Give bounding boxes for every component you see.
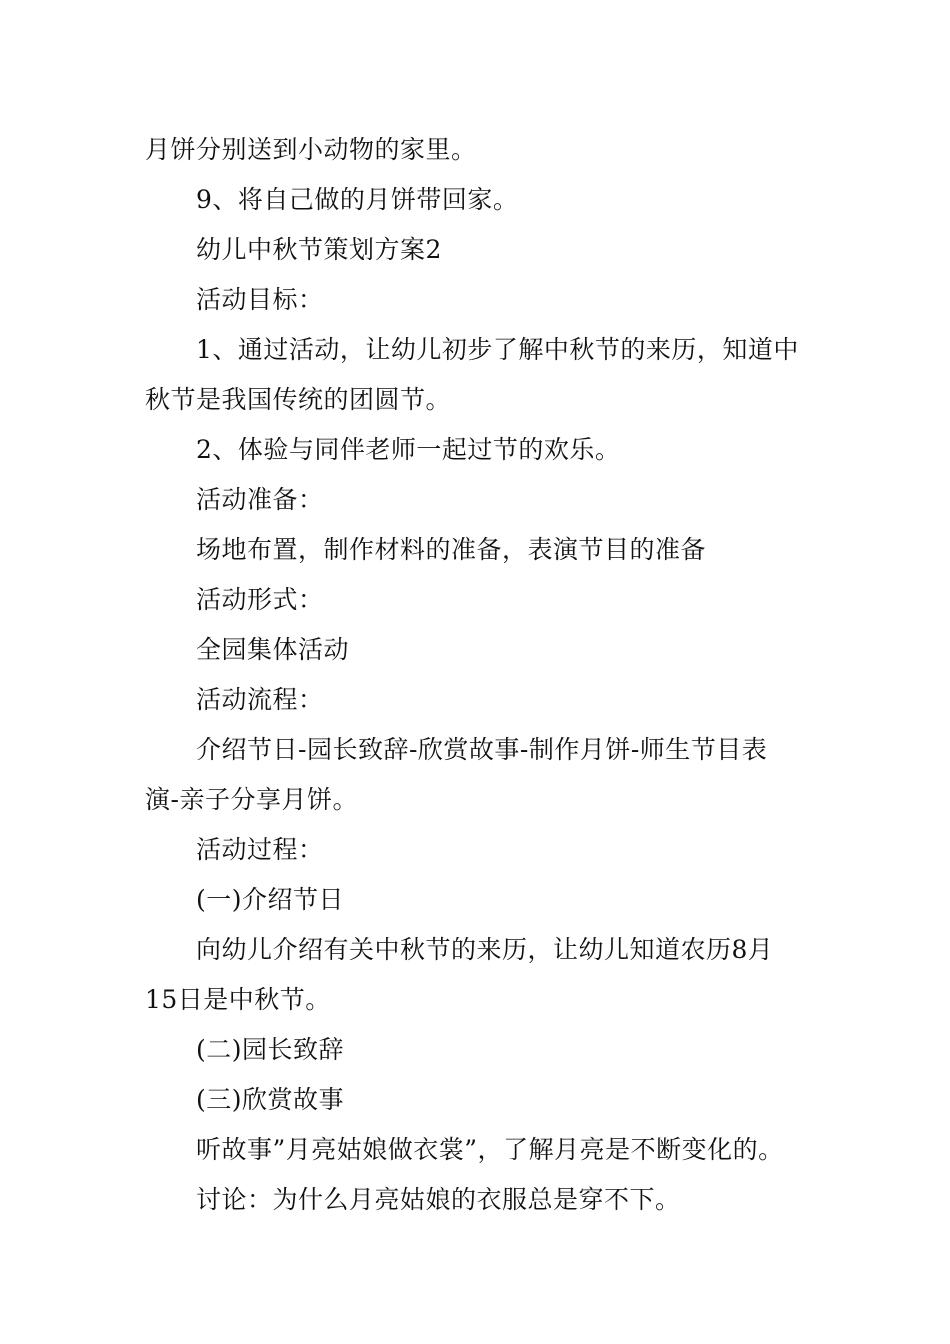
- text-line: 介绍节日-园长致辞-欣赏故事-制作月饼-师生节目表: [196, 735, 768, 764]
- text-line: (三)欣赏故事: [196, 1085, 345, 1114]
- text-line: 活动流程：: [196, 685, 324, 714]
- text-line: 15日是中秋节。: [145, 985, 331, 1014]
- text-line: 场地布置，制作材料的准备，表演节目的准备: [196, 535, 707, 564]
- text-line: 2、体验与同伴老师一起过节的欢乐。: [196, 435, 621, 464]
- text-line: 全园集体活动: [196, 635, 350, 664]
- document-body: [145, 125, 805, 1225]
- text-line: 讨论：为什么月亮姑娘的衣服总是穿不下。: [196, 1185, 681, 1214]
- text-line: 活动目标：: [196, 285, 324, 314]
- text-line: 月饼分别送到小动物的家里。: [145, 135, 477, 164]
- text-line: 活动形式：: [196, 585, 324, 614]
- text-line: 9、将自己做的月饼带回家。: [196, 185, 519, 214]
- text-line: (二)园长致辞: [196, 1035, 345, 1064]
- text-line: 向幼儿介绍有关中秋节的来历，让幼儿知道农历8月: [196, 935, 774, 964]
- section-heading: 幼儿中秋节策划方案2: [196, 235, 442, 264]
- text-line: (一)介绍节日: [196, 885, 345, 914]
- text-line: 活动过程：: [196, 835, 324, 864]
- text-line: 活动准备：: [196, 485, 324, 514]
- text-line: 1、通过活动，让幼儿初步了解中秋节的来历，知道中: [196, 335, 799, 364]
- text-line: 听故事”月亮姑娘做衣裳”，了解月亮是不断变化的。: [196, 1135, 784, 1164]
- text-line: 秋节是我国传统的团圆节。: [145, 385, 452, 414]
- text-line: 演-亲子分享月饼。: [145, 785, 358, 814]
